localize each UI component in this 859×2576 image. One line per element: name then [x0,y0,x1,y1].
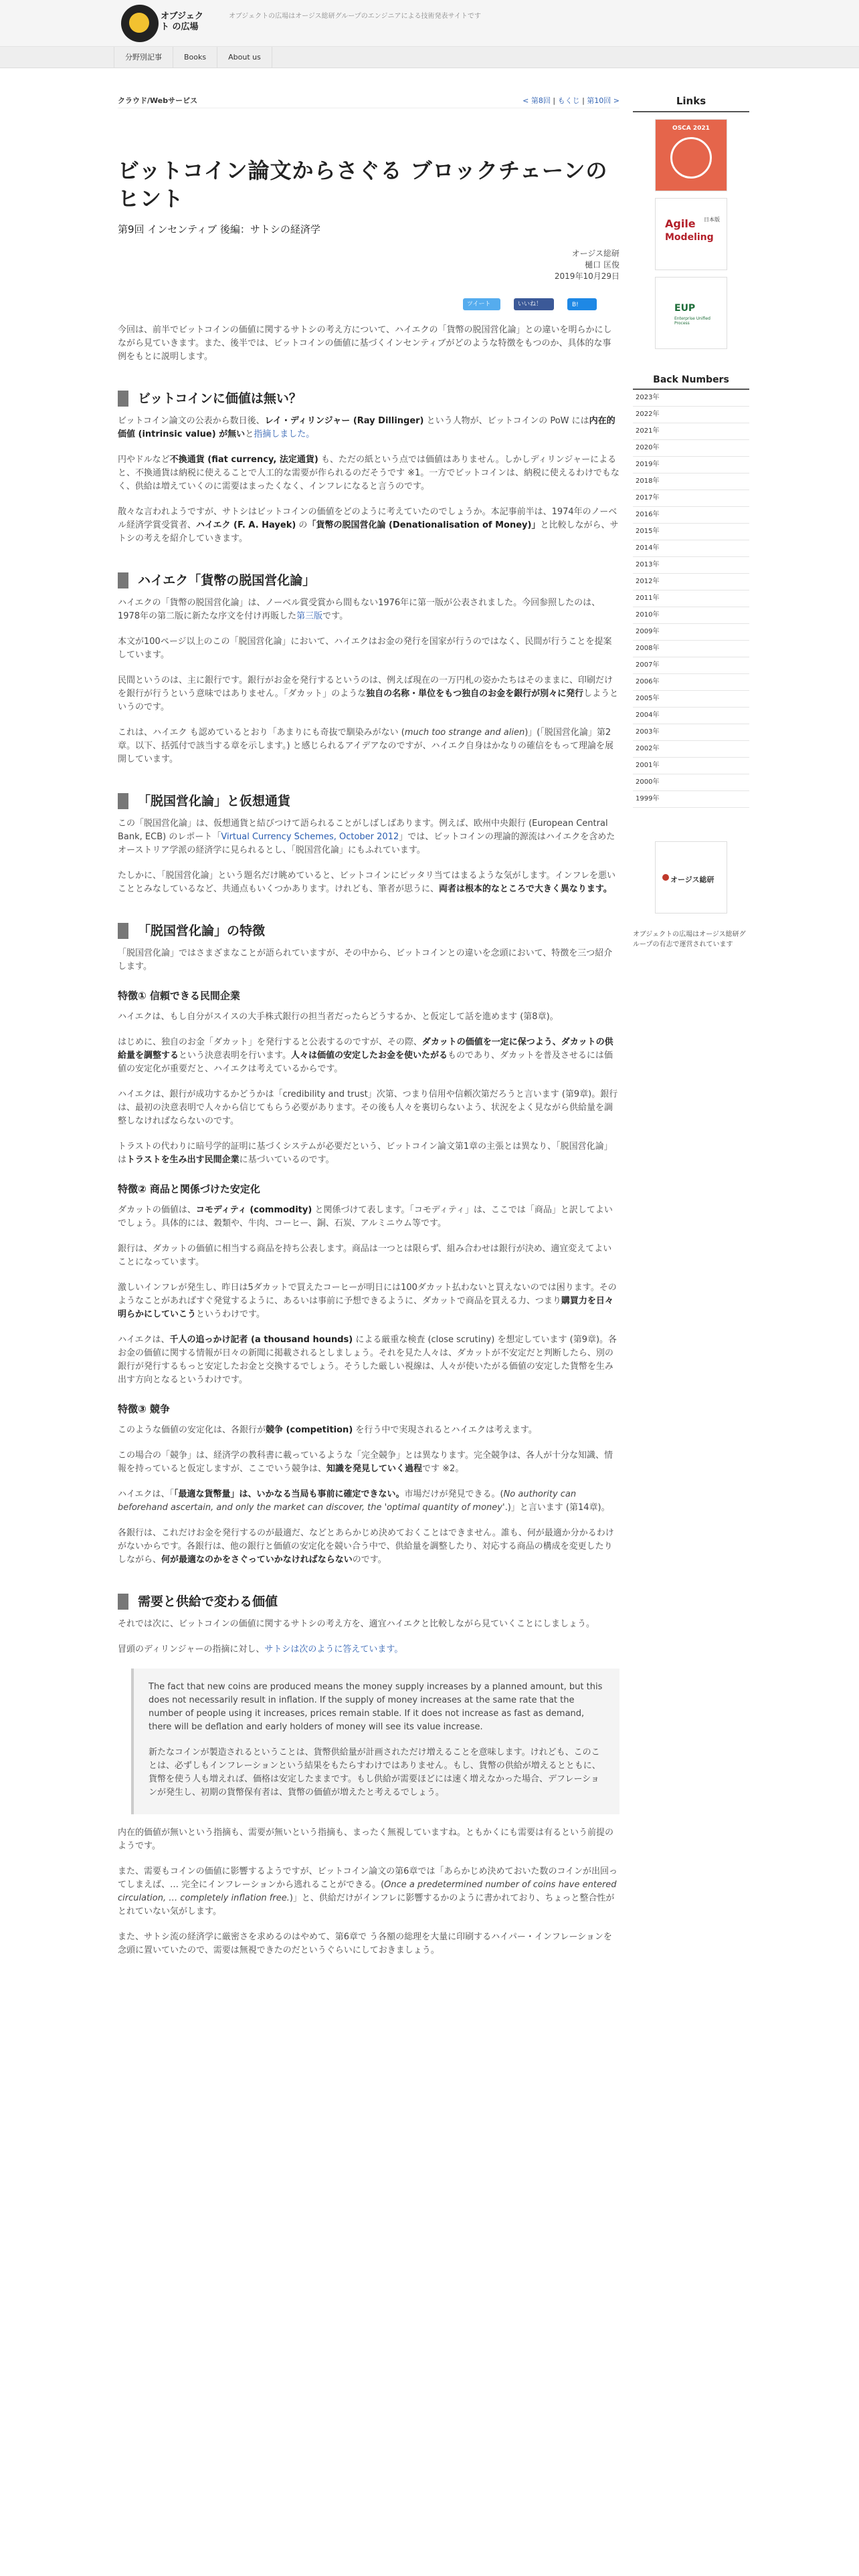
breadcrumb-row [118,95,619,108]
year-link[interactable]: 2001年 [633,758,749,774]
article-main [118,95,619,1969]
agile-banner-jp: 日本版 [704,217,720,223]
site-header [0,0,859,47]
tweet-button[interactable]: ツイート [463,298,500,310]
social-buttons [118,298,597,310]
paragraph: はじめに、独自のお金「ダカット」を発行すると公表するのですが、その際、ダカットの価値を一定に保つよう、ダカットの供給量を調整するという決意表明を行います。人々は価値の安定したお金を使いたがるものであり、ダカットを普及させるには価値の安定化が重要だと、ハイエクは考えているからです。 [118,1037,613,1074]
paragraph: 各銀行は、これだけお金を発行するのが最適だ、などとあらかじめ決めておくことはできません。誰も、何が最適か分かるわけがないからです。各銀行は、他の銀行と価値の安定化を競い合う中で、供給量を調整したり、対応する商品の構成を変更したりしながら、何が最適なのかをさぐっていかなければならないのです。 [118,1528,614,1565]
hatena-bookmark-button[interactable]: B! [567,298,597,310]
year-link[interactable]: 2010年 [633,607,749,624]
year-link[interactable]: 2000年 [633,774,749,791]
pager-sep-1: | [550,96,558,105]
prev-article-link[interactable]: < 第8回 [522,96,551,105]
quote-japanese: 新たなコインが製造されるということは、貨幣供給量が計画されただけ増えることを意味します。けれども、このことは、必ずしもインフレーションという結果をもたらすわけではありません。もし、貨幣の供給が増えるとともに、貨幣を使う人も増えれば、価格は安定したままです。もし供給が需要ほどには速く増えなかった場合、デフレーションが発生し、初期の貨幣保有者は、貨幣の価値が増えたと考えるでしょう。 [149,1747,601,1798]
sidebar [633,95,749,950]
osca-banner-label: OSCA 2021 [672,125,710,132]
year-link[interactable]: 2003年 [633,724,749,741]
publish-date: 2019年10月29日 [554,272,619,281]
site-name[interactable]: オブジェクト の広場 [161,11,203,32]
global-nav-items [114,47,272,68]
paragraph: ハイエクの「貨幣の脱国営化論」は、ノーベル賞受賞から間もない1976年に第一版が公表されました。今回参照したのは、1978年の第二版に新たな序文を付け再販した第三版です。 [118,598,601,621]
nav-item-books[interactable]: Books [173,47,217,68]
satoshi-reply-link[interactable]: サトシは次のように答えています。 [264,1644,403,1654]
year-link[interactable]: 2016年 [633,507,749,524]
paragraph: 冒頭のディリンジャーの指摘に対し、サトシは次のように答えています。 [118,1644,403,1654]
year-link[interactable]: 2005年 [633,691,749,708]
paragraph: また、需要もコインの価値に影響するようですが、ビットコイン論文の第6章では「あらかじめ決めておいた数のコインが出回ってしまえば、… 完全にインフレーションから逃れることができる。(Once a predetermined number of coins have entered circulation, … completely inflation free.)」と、供給だけがインフレに影響するかのように書かれており、ちょっと整合性がとれていない気がします。 [118,1866,618,1917]
links-heading: Links [633,95,749,112]
year-link[interactable]: 2022年 [633,407,749,423]
quote-english: The fact that new coins are produced means the money supply increases by a planned amount, but this does not necessarily result in inflation. If the supply of money increases at the same rate that the number of people using it increases, prices remain stable. If it does not increase as fast as demand, there will be deflation and early holders of money will see its value increase. [149,1682,603,1732]
ecb-report-link[interactable]: Virtual Currency Schemes, October 2012 [221,832,399,842]
back-numbers-list [633,390,749,808]
year-link[interactable]: 2004年 [633,708,749,724]
ogis-banner[interactable] [655,841,727,914]
paragraph: 銀行は、ダカットの価値に相当する商品を持ち公表します。商品は一つとは限らず、組み合わせは銀行が決め、適宜変えてよいことになっています。 [118,1244,612,1267]
year-link[interactable]: 2006年 [633,674,749,691]
year-link[interactable]: 2014年 [633,540,749,557]
paragraph: ハイエクは、もし自分がスイスの大手株式銀行の担当者だったらどうするか、と仮定して話を進めます (第8章)。 [118,1012,559,1022]
section-heading: 需要と供給で変わる価値 [118,1594,619,1610]
section-heading: ビットコインに価値は無い？ [118,391,619,407]
ogis-logo-icon [662,874,669,881]
section-heading: 「脱国営化論」と仮想通貨 [118,793,619,809]
eup-banner-sub: Enterprise Unified Process [674,316,710,326]
subsection-heading: 特徴③ 競争 [118,1403,170,1415]
year-link[interactable]: 2011年 [633,591,749,607]
blockquote [131,1669,619,1814]
paragraph: たしかに、「脱国営化論」という題名だけ眺めていると、ビットコインにピッタリ当てはまるような気がします。インフレを悪いこととみなしているなど、共通点もいくつかあります。けれども、筆者が思うに、両者は根本的なところで大きく異なります。 [118,871,615,894]
paragraph: これは、ハイエク も認めているとおり「あまりにも奇抜で馴染みがない (much too strange and alien)」(「脱国営化論」第2章。以下、括弧付で該当する章を示します。) と感じられるアイデアなのですが、ハイエク自身はかなりの確信をもって理論を展開しています。 [118,728,613,764]
page-title: ビットコイン論文からさぐる ブロックチェーンのヒント [118,158,608,211]
year-link[interactable]: 2007年 [633,657,749,674]
paragraph: このような価値の安定化は、各銀行が競争 (competition) を行う中で実現されるとハイエクは考えます。 [118,1425,537,1435]
paragraph: ダカットの価値は、コモディティ (commodity) と関係づけて表します。「コモディティ」は、ここでは「商品」と訳してよいでしょう。具体的には、穀類や、牛肉、コーヒー、銅、石炭、アルミニウム等です。 [118,1205,613,1228]
operator-note: オブジェクトの広場はオージス総研グループの有志で運営されています [633,931,746,948]
paragraph: ビットコイン論文の公表から数日後、レイ・ディリンジャー (Ray Dillinger) という人物が、ビットコインの PoW には内在的価値 (intrinsic value) が無いと指摘しました。 [118,416,615,439]
paragraph: 本文が100ページ以上のこの「脱国営化論」において、ハイエクはお金の発行を国家が行うのではなく、民間が行うことを提案しています。 [118,637,612,660]
year-link[interactable]: 2023年 [633,390,749,407]
agile-banner-line1: Agile [665,217,696,230]
subsection-heading: 特徴① 信頼できる民間企業 [118,990,240,1002]
agile-banner-line2: Modeling [665,232,714,243]
article-body [118,324,619,1957]
section-heading: 「脱国営化論」の特徴 [118,923,619,939]
article-pager [522,95,619,105]
paragraph: それでは次に、ビットコインの価値に関するサトシの考え方を、適宜ハイエクと比較しながら見ていくことにしましょう。 [118,1619,595,1629]
breadcrumb[interactable]: クラウド/Webサービス [118,96,198,105]
paragraph: 民間というのは、主に銀行です。銀行がお金を発行するというのは、例えば現在の一万円札の姿かたちはそのままに、印刷だけを銀行が行うという意味ではありません。「ダカット」のような独自の名称・単位をもつ独自のお金を銀行が別々に発行しようというのです。 [118,675,619,712]
paragraph: 内在的価値が無いという指摘も、需要が無いという指摘も、まったく無視していますね。ともかくにも需要は有るという前提のようです。 [118,1828,614,1851]
paragraph: 散々な言われようですが、サトシはビットコインの価値をどのように考えていたのでしょうか。本記事前半は、1974年のノーベル経済学賞受賞者、ハイエク (F. A. Hayek) の「貨幣の脱国営化論 (Denationalisation of Money)」と比較しながら、サトシの考えを紹介していきます。 [118,507,619,544]
site-logo-icon[interactable] [121,5,159,42]
year-link[interactable]: 1999年 [633,791,749,808]
year-link[interactable]: 2019年 [633,457,749,473]
page-subtitle: 第9回 インセンティブ 後編：サトシの経済学 [118,223,320,235]
dillinger-link[interactable]: 指摘しました。 [254,429,315,439]
nav-item-about[interactable]: About us [217,47,272,68]
agile-modeling-banner[interactable] [655,198,727,270]
ogis-banner-label: オージス総研 [670,875,714,884]
year-link[interactable]: 2021年 [633,423,749,440]
paragraph: 激しいインフレが発生し、昨日は5ダカットで買えたコーヒーが明日には100ダカット払わないと買えないのでは困ります。そのようなことがあればすぐ発覚するように、あるいは事前に予想できるように、ダカットで商品を買える力、つまり購買力を日々明らかにしていこうというわけです。 [118,1283,617,1319]
byline [118,248,619,282]
paragraph: トラストの代わりに暗号学的証明に基づくシステムが必要だという、ビットコイン論文第1章の主張とは異なり、「脱国営化論」はトラストを生み出す民間企業に基づいているのです。 [118,1142,613,1165]
pager-sep-2: | [579,96,587,105]
author-name: 樋口 匡俊 [585,260,619,270]
index-link[interactable]: もくじ [557,96,580,105]
back-numbers-heading: Back Numbers [633,374,749,390]
eup-banner-title: EUP [674,303,696,314]
year-link[interactable]: 2017年 [633,490,749,507]
paragraph: ハイエクは、「「最適な貨幣量」は、いかなる当局も事前に確定できない。市場だけが発見できる。(No authority can beforehand ascertain, and only the market can discover, the 'optimal quantity of money'.)」と言います (第14章)。 [118,1489,610,1513]
site-tagline: オブジェクトの広場はオージス総研グループのエンジニアによる技術発表サイトです [229,13,481,20]
osca-logo-icon [670,137,712,179]
year-link[interactable]: 2020年 [633,440,749,457]
paragraph: ハイエクは、千人の追っかけ記者 (a thousand hounds) による厳重な検査 (close scrutiny) を想定しています (第9章)。各お金の価値に関する情報が日々の新聞に掲載されるとしましょう。それを見た人々は、ダカットが不安定だと判断したら、別の銀行が発行するもっと安定したお金と交換するでしょう。そうした厳しい視線は、人々が使いたがる価値の安定した貨幣を生み出す方向となるというわけです。 [118,1335,617,1385]
year-link[interactable]: 2008年 [633,641,749,657]
author-org: オージス総研 [571,249,619,258]
nav-item-articles[interactable]: 分野別記事 [114,47,173,68]
section-heading: ハイエク「貨幣の脱国営化論」 [118,572,619,588]
year-link[interactable]: 2009年 [633,624,749,641]
paragraph: 円やドルなど不換通貨 (fiat currency, 法定通貨) も、ただの紙という点では価値はありません。しかしディリンジャーによると、不換通貨は納税に使えることで人工的な需要が作られるのだそうです ※1。一方でビットコインは、納税に使えるわけでもなく、供給は増えていくのに需要はまったくなく、インフレになると言うのです。 [118,455,619,492]
osca-banner[interactable] [655,119,727,191]
next-article-link[interactable]: 第10回 > [587,96,619,105]
like-button[interactable]: いいね！ [514,298,554,310]
paragraph: 「脱国営化論」ではさまざまなことが語られていますが、その中から、ビットコインとの違いを念頭において、特徴を三つ紹介します。 [118,948,613,972]
subsection-heading: 特徴② 商品と関係づけた安定化 [118,1183,260,1195]
paragraph: ハイエクは、銀行が成功するかどうかは「credibility and trust」次第、つまり信用や信頼次第だろうと言います (第9章)。銀行は、最初の決意表明で人々から信じてもらう必要があります。その後も人々を裏切らないよう、状況をよく見ながら供給量を調整しなければならないのです。 [118,1089,618,1126]
year-link[interactable]: 2015年 [633,524,749,540]
third-edition-link[interactable]: 第三版 [296,611,323,621]
year-link[interactable]: 2002年 [633,741,749,758]
intro-paragraph: 今回は、前半でビットコインの価値に関するサトシの考え方について、ハイエクの「貨幣の脱国営化論」との違いを明らかにしながら見ていきます。また、後半では、ビットコインの価値に基づくインセンティブがどのような特徴をもつのか、具体的な事例をもとに説明します。 [118,325,612,362]
paragraph: また、サトシ流の経済学に厳密さを求めるのはやめて、第6章で う各額の総理を大量に印刷するハイパー・インフレーションを念頭に置いていたので、需要は無視できたのだというぐらいにしておきましょう。 [118,1932,612,1955]
year-link[interactable]: 2012年 [633,574,749,591]
paragraph: この「脱国営化論」は、仮想通貨と結びつけて語られることがしばしばあります。例えば、欧州中央銀行 (European Central Bank, ECB) のレポート「Virtual Currency Schemes, October 2012」では、ビットコインの理論的源流はハイエクを含めたオーストリア学派の経済学に見られるとし、「脱国営化論」にもふれています。 [118,819,615,855]
year-link[interactable]: 2018年 [633,473,749,490]
year-link[interactable]: 2013年 [633,557,749,574]
paragraph: この場合の「競争」は、経済学の教科書に載っているような「完全競争」とは異なります。完全競争は、各人が十分な知識、情報を持っていると仮定しますが、ここでいう競争は、知識を発見していく過程です ※2。 [118,1451,613,1474]
eup-banner[interactable] [655,277,727,349]
